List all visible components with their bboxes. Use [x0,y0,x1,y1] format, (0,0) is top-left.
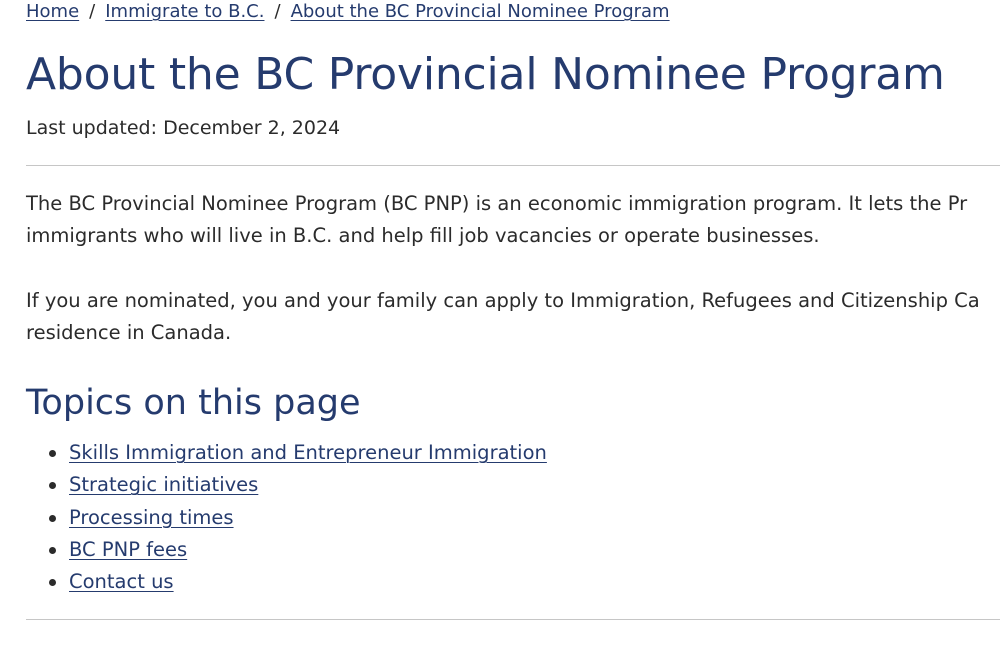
top-divider [26,165,1000,166]
breadcrumb-separator: / [89,1,96,22]
list-item [69,437,547,469]
bullet-icon [49,579,56,586]
breadcrumb [26,1,670,23]
topic-link-processing-times[interactable]: Processing times [69,505,234,529]
bullet-icon [49,547,56,554]
list-item [69,502,547,534]
topics-heading: Topics on this page [26,383,361,423]
topic-link-skills-entrepreneur[interactable]: Skills Immigration and Entrepreneur Immigration [69,441,547,464]
last-updated-text: Last updated: December 2, 2024 [26,117,341,139]
list-item [69,566,547,598]
topic-link-contact-us[interactable]: Contact us [69,570,174,594]
intro-paragraph [26,188,1000,252]
breadcrumb-immigrate-link[interactable]: Immigrate to B.C. [105,1,265,22]
list-item [69,469,547,501]
bullet-icon [49,482,56,489]
topic-link-strategic-initiatives[interactable]: Strategic initiatives [69,473,259,497]
bullet-icon [49,450,56,457]
list-item [69,534,547,566]
breadcrumb-current-link[interactable]: About the BC Provincial Nominee Program [290,1,670,22]
page-title: About the BC Provincial Nominee Program [26,49,945,100]
nomination-paragraph-line-2: residence in Canada. [26,321,232,344]
intro-paragraph-line-1: The BC Provincial Nominee Program (BC PNP) is an economic immigration program. It lets the Pr [26,192,968,215]
nomination-paragraph [26,285,1000,349]
breadcrumb-home-link[interactable]: Home [26,1,80,22]
bullet-icon [49,515,56,522]
intro-paragraph-line-2: immigrants who will live in B.C. and help fill job vacancies or operate businesses. [26,224,820,247]
topic-link-fees[interactable]: BC PNP fees [69,537,188,561]
breadcrumb-separator: / [274,1,281,22]
bottom-divider [26,619,1000,620]
nomination-paragraph-line-1: If you are nominated, you and your family can apply to Immigration, Refugees and Citizenship Ca [26,289,980,312]
topics-list [26,437,547,598]
